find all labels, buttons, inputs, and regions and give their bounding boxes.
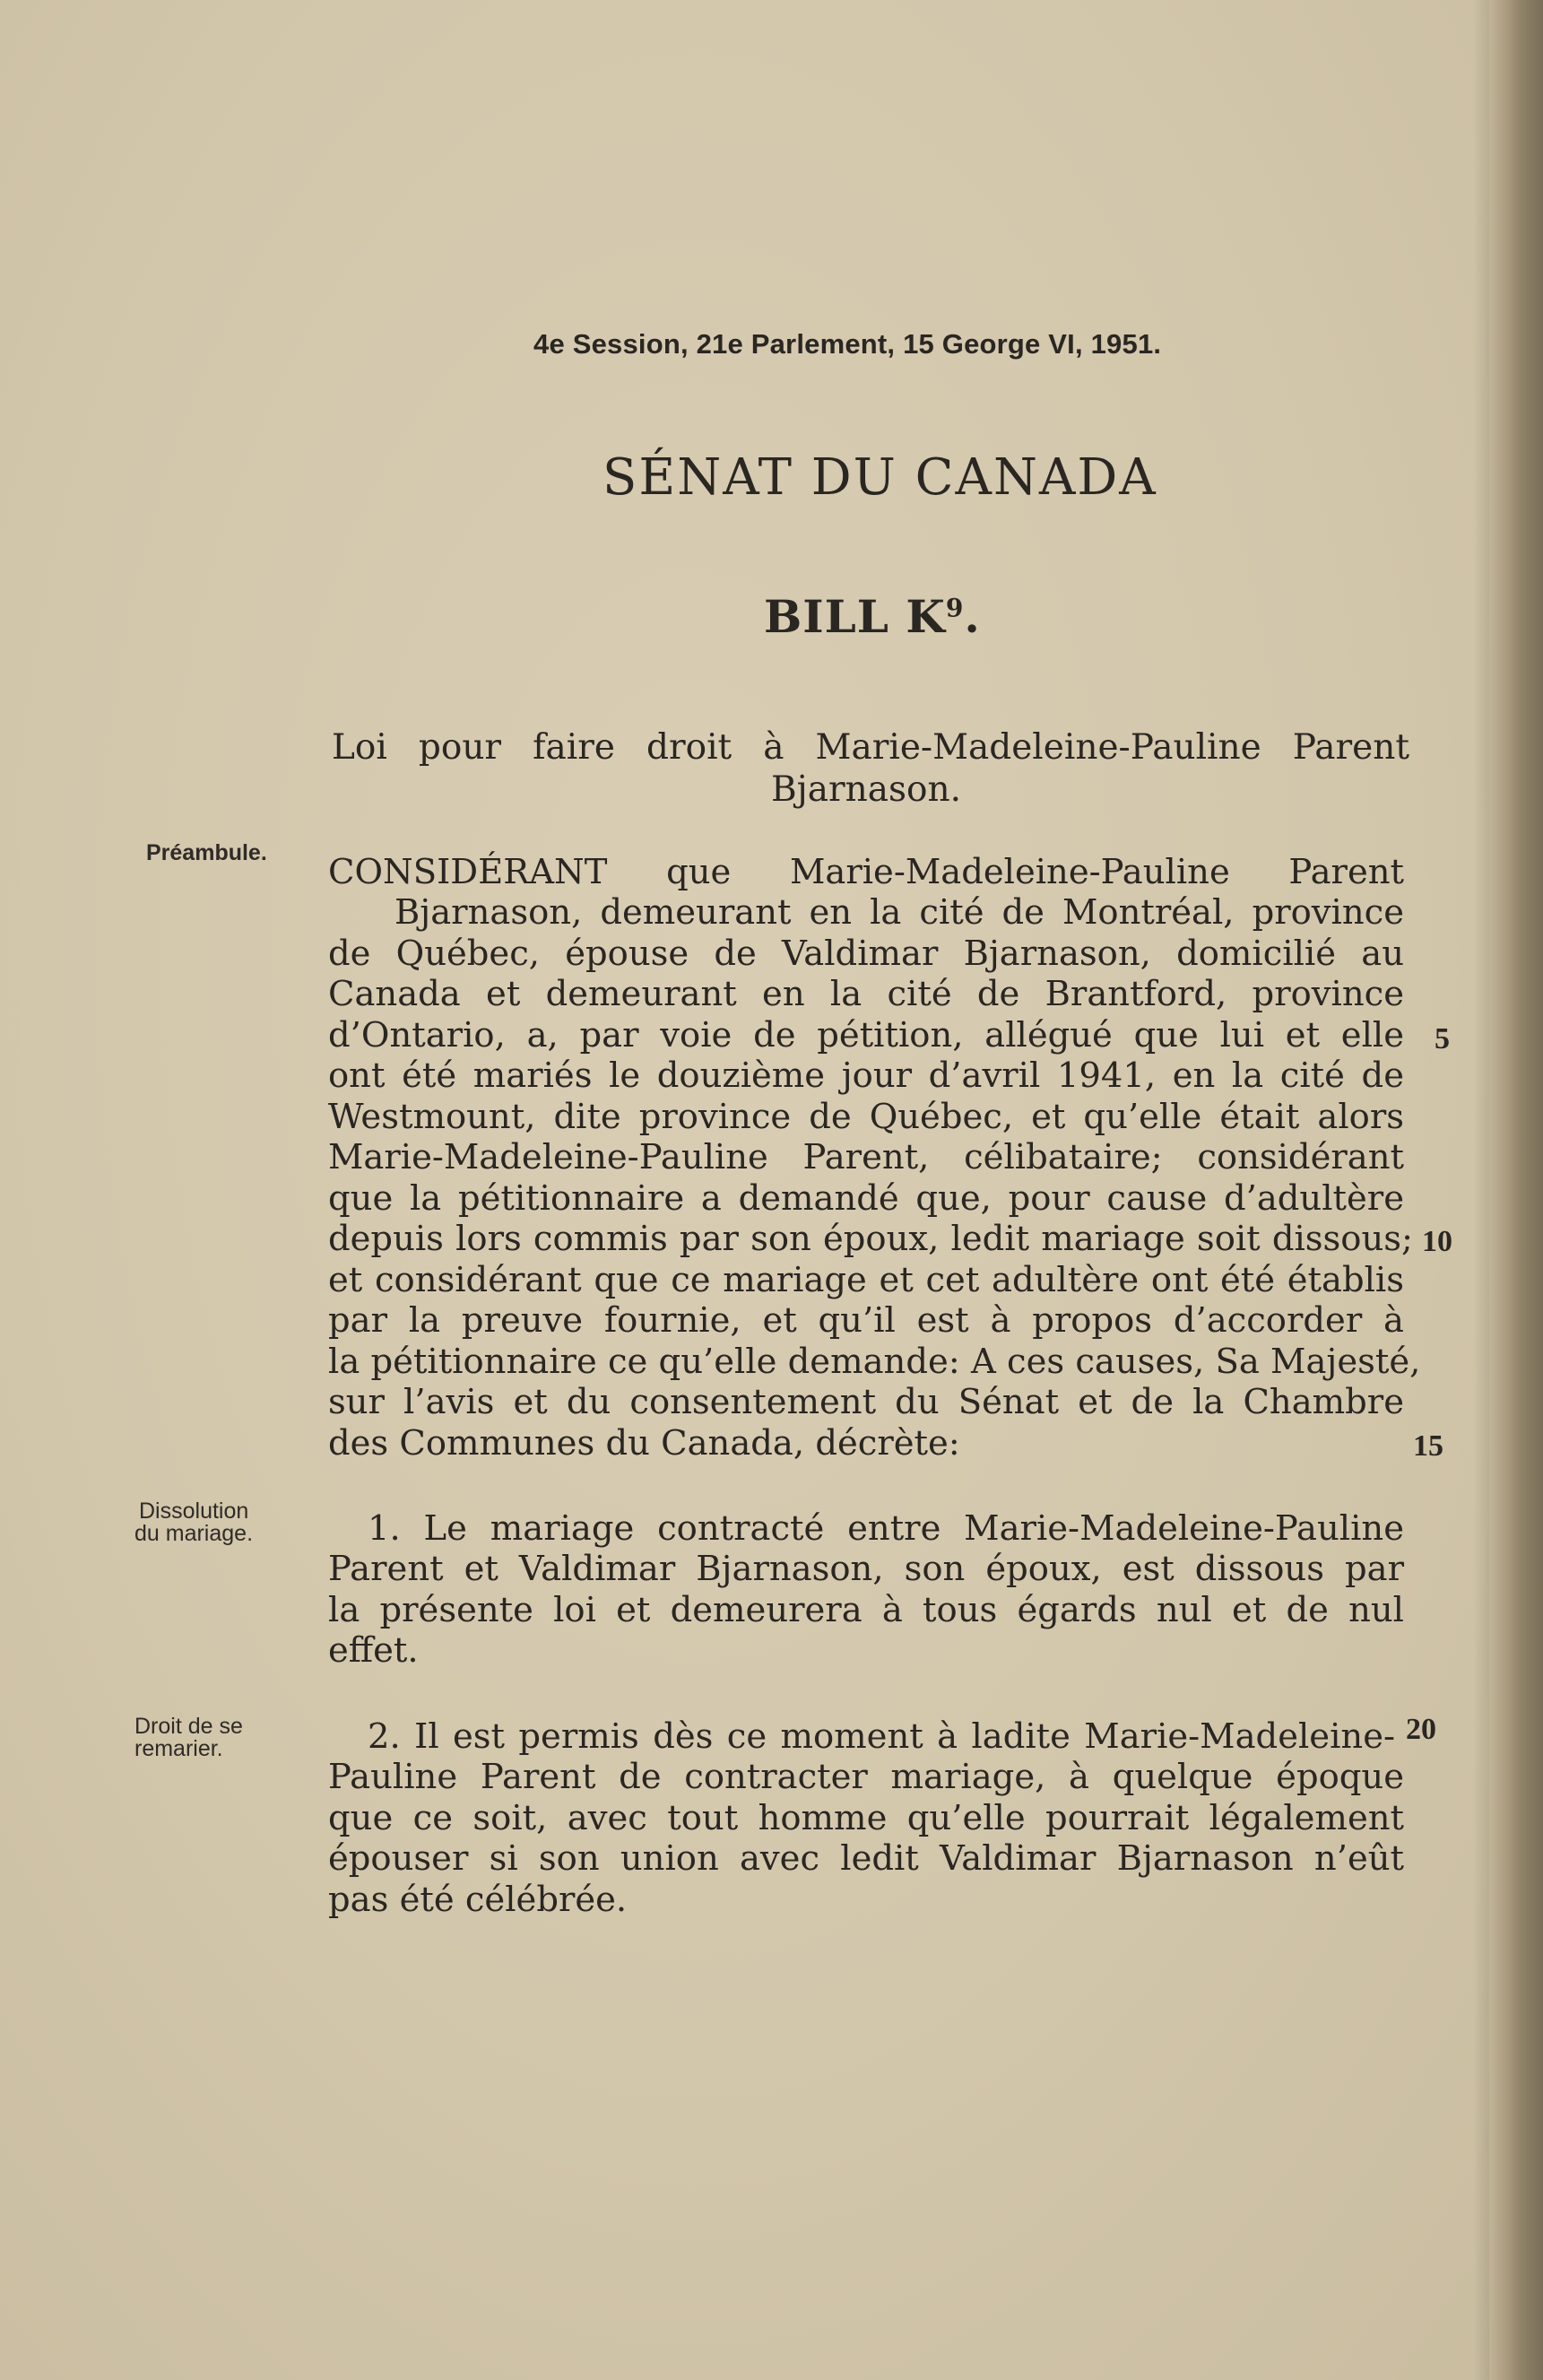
preamble-line-14: sur l’avis et du consentement du Sénat et de la Chambre (328, 1382, 1404, 1422)
bill-period: . (964, 590, 981, 643)
preamble-line-7: Westmount, dite province de Québec, et qu’elle était alors (328, 1097, 1404, 1137)
section2-line-4: épouser si son union avec ledit Valdimar Bjarnason n’eût (328, 1838, 1404, 1879)
preamble-line-11: et considérant que ce mariage et cet adultère ont été établis (328, 1260, 1404, 1300)
section1-line-1: 1. Le mariage contracté entre Marie-Madeleine-Pauline (368, 1508, 1404, 1549)
preamble-line-6: ont été mariés le douzième jour d’avril 1941, en la cité de (328, 1055, 1404, 1096)
line-number-15: 15 (1413, 1429, 1443, 1463)
preamble-line-15: des Communes du Canada, décrète: (328, 1423, 960, 1464)
book-spine (1489, 0, 1543, 2380)
chamber-title: SÉNAT DU CANADA (602, 448, 1157, 507)
line-number-10: 10 (1422, 1225, 1452, 1258)
preamble-line-5: d’Ontario, a, par voie de pétition, allégué que lui et elle (328, 1015, 1404, 1055)
margin-note-remarry-2: remarier. (134, 1736, 223, 1761)
bill-number (764, 590, 981, 643)
margin-note-remarry-1: Droit de se (134, 1714, 243, 1739)
page-shadow (1473, 0, 1489, 2380)
preamble-line-3: de Québec, épouse de Valdimar Bjarnason, domicilié au (328, 934, 1404, 974)
margin-note-dissolution-2: du mariage. (134, 1521, 254, 1546)
preamble-line-1: CONSIDÉRANT que Marie-Madeleine-Pauline Parent (328, 852, 1404, 892)
preamble-line-2: Bjarnason, demeurant en la cité de Montréal, province (394, 892, 1404, 933)
line-number-5: 5 (1435, 1022, 1450, 1055)
preamble-line-9: que la pétitionnaire a demandé que, pour cause d’adultère (328, 1178, 1404, 1219)
preamble-line-4: Canada et demeurant en la cité de Brantford, province (328, 974, 1404, 1014)
bill-superscript: 9 (945, 593, 965, 623)
section1-line-3: la présente loi et demeurera à tous égards nul et de nul (328, 1590, 1404, 1630)
section2-line-5: pas été célébrée. (328, 1880, 628, 1920)
section2-line-2: Pauline Parent de contracter mariage, à quelque époque (328, 1757, 1404, 1797)
bill-title-line-2: Bjarnason. (771, 769, 962, 810)
section2-line-3: que ce soit, avec tout homme qu’elle pourrait légalement (328, 1798, 1404, 1838)
bill-label: BILL K (764, 590, 946, 643)
preamble-line-10: depuis lors commis par son époux, ledit mariage soit dissous; (328, 1219, 1413, 1259)
section2-line-1: 2. Il est permis dès ce moment à ladite Marie-Madeleine- (368, 1716, 1395, 1757)
preamble-line-13: la pétitionnaire ce qu’elle demande: A ces causes, Sa Majesté, (328, 1342, 1421, 1382)
session-header: 4e Session, 21e Parlement, 15 George VI, 1951. (533, 328, 1162, 360)
preamble-line-8: Marie-Madeleine-Pauline Parent, célibataire; considérant (328, 1137, 1404, 1177)
section1-line-2: Parent et Valdimar Bjarnason, son époux, est dissous par (328, 1549, 1404, 1589)
preamble-line-12: par la preuve fournie, et qu’il est à propos d’accorder à (328, 1300, 1404, 1341)
bill-title-line-1: Loi pour faire droit à Marie-Madeleine-Pauline Parent (332, 727, 1409, 768)
section1-line-4: effet. (328, 1630, 419, 1671)
margin-note-dissolution-1: Dissolution (139, 1498, 249, 1524)
line-number-20: 20 (1406, 1713, 1436, 1746)
margin-note-preamble: Préambule. (146, 840, 267, 865)
